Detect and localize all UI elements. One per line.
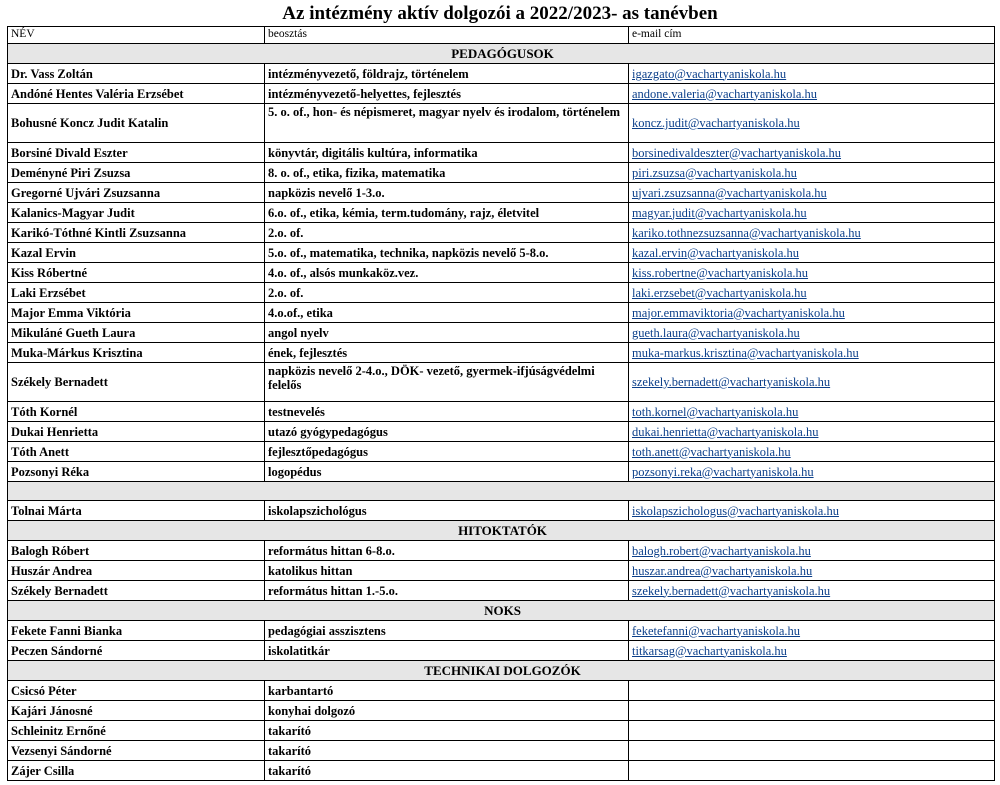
employee-email-link[interactable]: major.emmaviktoria@vachartyaniskola.hu (632, 305, 845, 320)
employee-email-link[interactable]: dukai.henrietta@vachartyaniskola.hu (632, 424, 819, 439)
employee-name: Borsiné Divald Eszter (8, 143, 265, 163)
employee-role: testnevelés (265, 402, 629, 422)
employee-email-cell (629, 303, 995, 323)
table-row (8, 621, 995, 641)
table-row (8, 303, 995, 323)
table-row (8, 721, 995, 741)
employee-name: Tolnai Márta (8, 501, 265, 521)
employee-name: Deményné Piri Zsuzsa (8, 163, 265, 183)
employee-email-cell (629, 561, 995, 581)
employee-email-cell (629, 422, 995, 442)
employee-email-link[interactable]: toth.anett@vachartyaniskola.hu (632, 444, 791, 459)
employee-email-cell (629, 84, 995, 104)
employee-role: 2.o. of. (265, 283, 629, 303)
employee-name: Balogh Róbert (8, 541, 265, 561)
table-row (8, 263, 995, 283)
table-row (8, 363, 995, 402)
employee-email-cell (629, 541, 995, 561)
employee-role: utazó gyógypedagógus (265, 422, 629, 442)
employee-name: Gregorné Ujvári Zsuzsanna (8, 183, 265, 203)
employee-email-cell (629, 721, 995, 741)
employee-role: iskolapszichológus (265, 501, 629, 521)
table-row (8, 741, 995, 761)
employee-email-link[interactable]: iskolapszichologus@vachartyaniskola.hu (632, 503, 839, 518)
employee-name: Karikó-Tóthné Kintli Zsuzsanna (8, 223, 265, 243)
employee-email-cell (629, 363, 995, 402)
employee-email-cell (629, 462, 995, 482)
employee-email-cell (629, 203, 995, 223)
table-row (8, 243, 995, 263)
employee-email-cell (629, 104, 995, 143)
employee-role: 5. o. of., hon- és népismeret, magyar nyelv és irodalom, történelem (265, 104, 629, 143)
employee-email-link[interactable]: balogh.robert@vachartyaniskola.hu (632, 543, 811, 558)
employee-role: napközis nevelő 2-4.o., DÖK- vezető, gyermek-ifjúságvédelmi felelős (265, 363, 629, 402)
employee-email-cell (629, 143, 995, 163)
table-row (8, 681, 995, 701)
employee-name: Dr. Vass Zoltán (8, 64, 265, 84)
employee-role: könyvtár, digitális kultúra, informatika (265, 143, 629, 163)
section-title: NOKS (8, 601, 995, 621)
table-row (8, 343, 995, 363)
employee-role: 6.o. of., etika, kémia, term.tudomány, rajz, életvitel (265, 203, 629, 223)
employee-name: Kajári Jánosné (8, 701, 265, 721)
table-row (8, 283, 995, 303)
employee-email-link[interactable]: toth.kornel@vachartyaniskola.hu (632, 404, 799, 419)
employee-name: Kiss Róbertné (8, 263, 265, 283)
table-row (8, 183, 995, 203)
employee-name: Kazal Ervin (8, 243, 265, 263)
employee-role: takarító (265, 761, 629, 781)
employee-role: angol nyelv (265, 323, 629, 343)
employee-email-link[interactable]: ujvari.zsuzsanna@vachartyaniskola.hu (632, 185, 827, 200)
section-pedagogusok (8, 44, 995, 64)
employee-email-cell (629, 761, 995, 781)
employee-name: Bohusné Koncz Judit Katalin (8, 104, 265, 143)
employee-email-cell (629, 701, 995, 721)
employee-name: Dukai Henrietta (8, 422, 265, 442)
employee-email-cell (629, 343, 995, 363)
employee-email-link[interactable]: igazgato@vachartyaniskola.hu (632, 66, 787, 81)
employee-email-cell (629, 442, 995, 462)
section-title: PEDAGÓGUSOK (8, 44, 995, 64)
column-header-name: NÉV (8, 27, 265, 44)
table-row (8, 143, 995, 163)
employee-name: Fekete Fanni Bianka (8, 621, 265, 641)
employee-name: Schleinitz Ernőné (8, 721, 265, 741)
section-title: TECHNIKAI DOLGOZÓK (8, 661, 995, 681)
employee-email-link[interactable]: huszar.andrea@vachartyaniskola.hu (632, 563, 813, 578)
employee-email-link[interactable]: borsinedivaldeszter@vachartyaniskola.hu (632, 145, 842, 160)
employee-name: Laki Erzsébet (8, 283, 265, 303)
employee-role: 2.o. of. (265, 223, 629, 243)
table-row (8, 462, 995, 482)
table-row (8, 64, 995, 84)
employee-name: Peczen Sándorné (8, 641, 265, 661)
employee-email-link[interactable]: koncz.judit@vachartyaniskola.hu (632, 116, 800, 130)
employee-role: pedagógiai asszisztens (265, 621, 629, 641)
table-header-row (8, 27, 995, 44)
spacer-cell (8, 482, 995, 501)
employee-role: református hittan 1.-5.o. (265, 581, 629, 601)
employee-role: 4.o.of., etika (265, 303, 629, 323)
employee-role: napközis nevelő 1-3.o. (265, 183, 629, 203)
employee-email-cell (629, 641, 995, 661)
employee-email-link[interactable]: andone.valeria@vachartyaniskola.hu (632, 86, 818, 101)
section-title: HITOKTATÓK (8, 521, 995, 541)
employee-email-cell (629, 501, 995, 521)
table-row (8, 761, 995, 781)
employee-email-cell (629, 681, 995, 701)
table-row (8, 84, 995, 104)
employee-email-link[interactable]: kariko.tothnezsuzsanna@vachartyaniskola.hu (632, 225, 861, 240)
employee-email-cell (629, 283, 995, 303)
employee-role: takarító (265, 721, 629, 741)
employee-email-link[interactable]: pozsonyi.reka@vachartyaniskola.hu (632, 464, 814, 479)
column-header-email: e-mail cím (629, 27, 995, 44)
employee-name: Zájer Csilla (8, 761, 265, 781)
table-row (8, 402, 995, 422)
table-row (8, 701, 995, 721)
employee-name: Muka-Márkus Krisztina (8, 343, 265, 363)
employee-email-link[interactable]: titkarsag@vachartyaniskola.hu (632, 643, 787, 658)
employee-email-link[interactable]: szekely.bernadett@vachartyaniskola.hu (632, 375, 831, 389)
table-row (8, 203, 995, 223)
employee-role: konyhai dolgozó (265, 701, 629, 721)
employee-role: 5.o. of., matematika, technika, napközis nevelő 5-8.o. (265, 243, 629, 263)
employee-role: iskolatitkár (265, 641, 629, 661)
employee-role: református hittan 6-8.o. (265, 541, 629, 561)
table-row (8, 561, 995, 581)
employee-role: intézményvezető-helyettes, fejlesztés (265, 84, 629, 104)
employee-email-link[interactable]: kiss.robertne@vachartyaniskola.hu (632, 265, 809, 280)
employee-name: Tóth Anett (8, 442, 265, 462)
table-row (8, 581, 995, 601)
employee-email-cell (629, 621, 995, 641)
employee-name: Csicsó Péter (8, 681, 265, 701)
employee-email-cell (629, 243, 995, 263)
employee-email-link[interactable]: gueth.laura@vachartyaniskola.hu (632, 325, 800, 340)
employee-email-link[interactable]: muka-markus.krisztina@vachartyaniskola.hu (632, 345, 859, 360)
employee-email-cell (629, 64, 995, 84)
employee-email-cell (629, 741, 995, 761)
employee-name: Székely Bernadett (8, 363, 265, 402)
table-row (8, 641, 995, 661)
employee-role: 8. o. of., etika, fizika, matematika (265, 163, 629, 183)
employee-email-cell (629, 402, 995, 422)
table-row (8, 104, 995, 143)
employee-name: Kalanics-Magyar Judit (8, 203, 265, 223)
table-row (8, 442, 995, 462)
employee-name: Huszár Andrea (8, 561, 265, 581)
employee-email-link[interactable]: szekely.bernadett@vachartyaniskola.hu (632, 583, 831, 598)
employee-email-link[interactable]: piri.zsuzsa@vachartyaniskola.hu (632, 165, 797, 180)
spacer-row (8, 482, 995, 501)
employee-name: Mikuláné Gueth Laura (8, 323, 265, 343)
employee-role: logopédus (265, 462, 629, 482)
employee-email-cell (629, 263, 995, 283)
employee-email-link[interactable]: feketefanni@vachartyaniskola.hu (632, 623, 801, 638)
table-row (8, 501, 995, 521)
table-row (8, 223, 995, 243)
employee-name: Pozsonyi Réka (8, 462, 265, 482)
employee-email-cell (629, 223, 995, 243)
employee-email-link[interactable]: magyar.judit@vachartyaniskola.hu (632, 205, 807, 220)
employee-name: Székely Bernadett (8, 581, 265, 601)
employee-email-link[interactable]: kazal.ervin@vachartyaniskola.hu (632, 245, 799, 260)
employee-email-cell (629, 183, 995, 203)
employee-email-link[interactable]: laki.erzsebet@vachartyaniskola.hu (632, 285, 807, 300)
table-row (8, 541, 995, 561)
employee-role: takarító (265, 741, 629, 761)
employee-role: fejlesztőpedagógus (265, 442, 629, 462)
section-noks (8, 601, 995, 621)
employee-name: Major Emma Viktória (8, 303, 265, 323)
table-row (8, 422, 995, 442)
employee-name: Tóth Kornél (8, 402, 265, 422)
employee-role: karbantartó (265, 681, 629, 701)
table-row (8, 323, 995, 343)
employee-name: Andóné Hentes Valéria Erzsébet (8, 84, 265, 104)
employee-email-cell (629, 163, 995, 183)
table-row (8, 163, 995, 183)
employee-role: 4.o. of., alsós munkaköz.vez. (265, 263, 629, 283)
staff-table (7, 26, 995, 781)
section-hitoktatok (8, 521, 995, 541)
employee-email-cell (629, 581, 995, 601)
column-header-role: beosztás (265, 27, 629, 44)
employee-email-cell (629, 323, 995, 343)
employee-role: katolikus hittan (265, 561, 629, 581)
employee-name: Vezsenyi Sándorné (8, 741, 265, 761)
employee-role: intézményvezető, földrajz, történelem (265, 64, 629, 84)
page-title: Az intézmény aktív dolgozói a 2022/2023- as tanévben (282, 3, 718, 24)
employee-role: ének, fejlesztés (265, 343, 629, 363)
section-technikai (8, 661, 995, 681)
